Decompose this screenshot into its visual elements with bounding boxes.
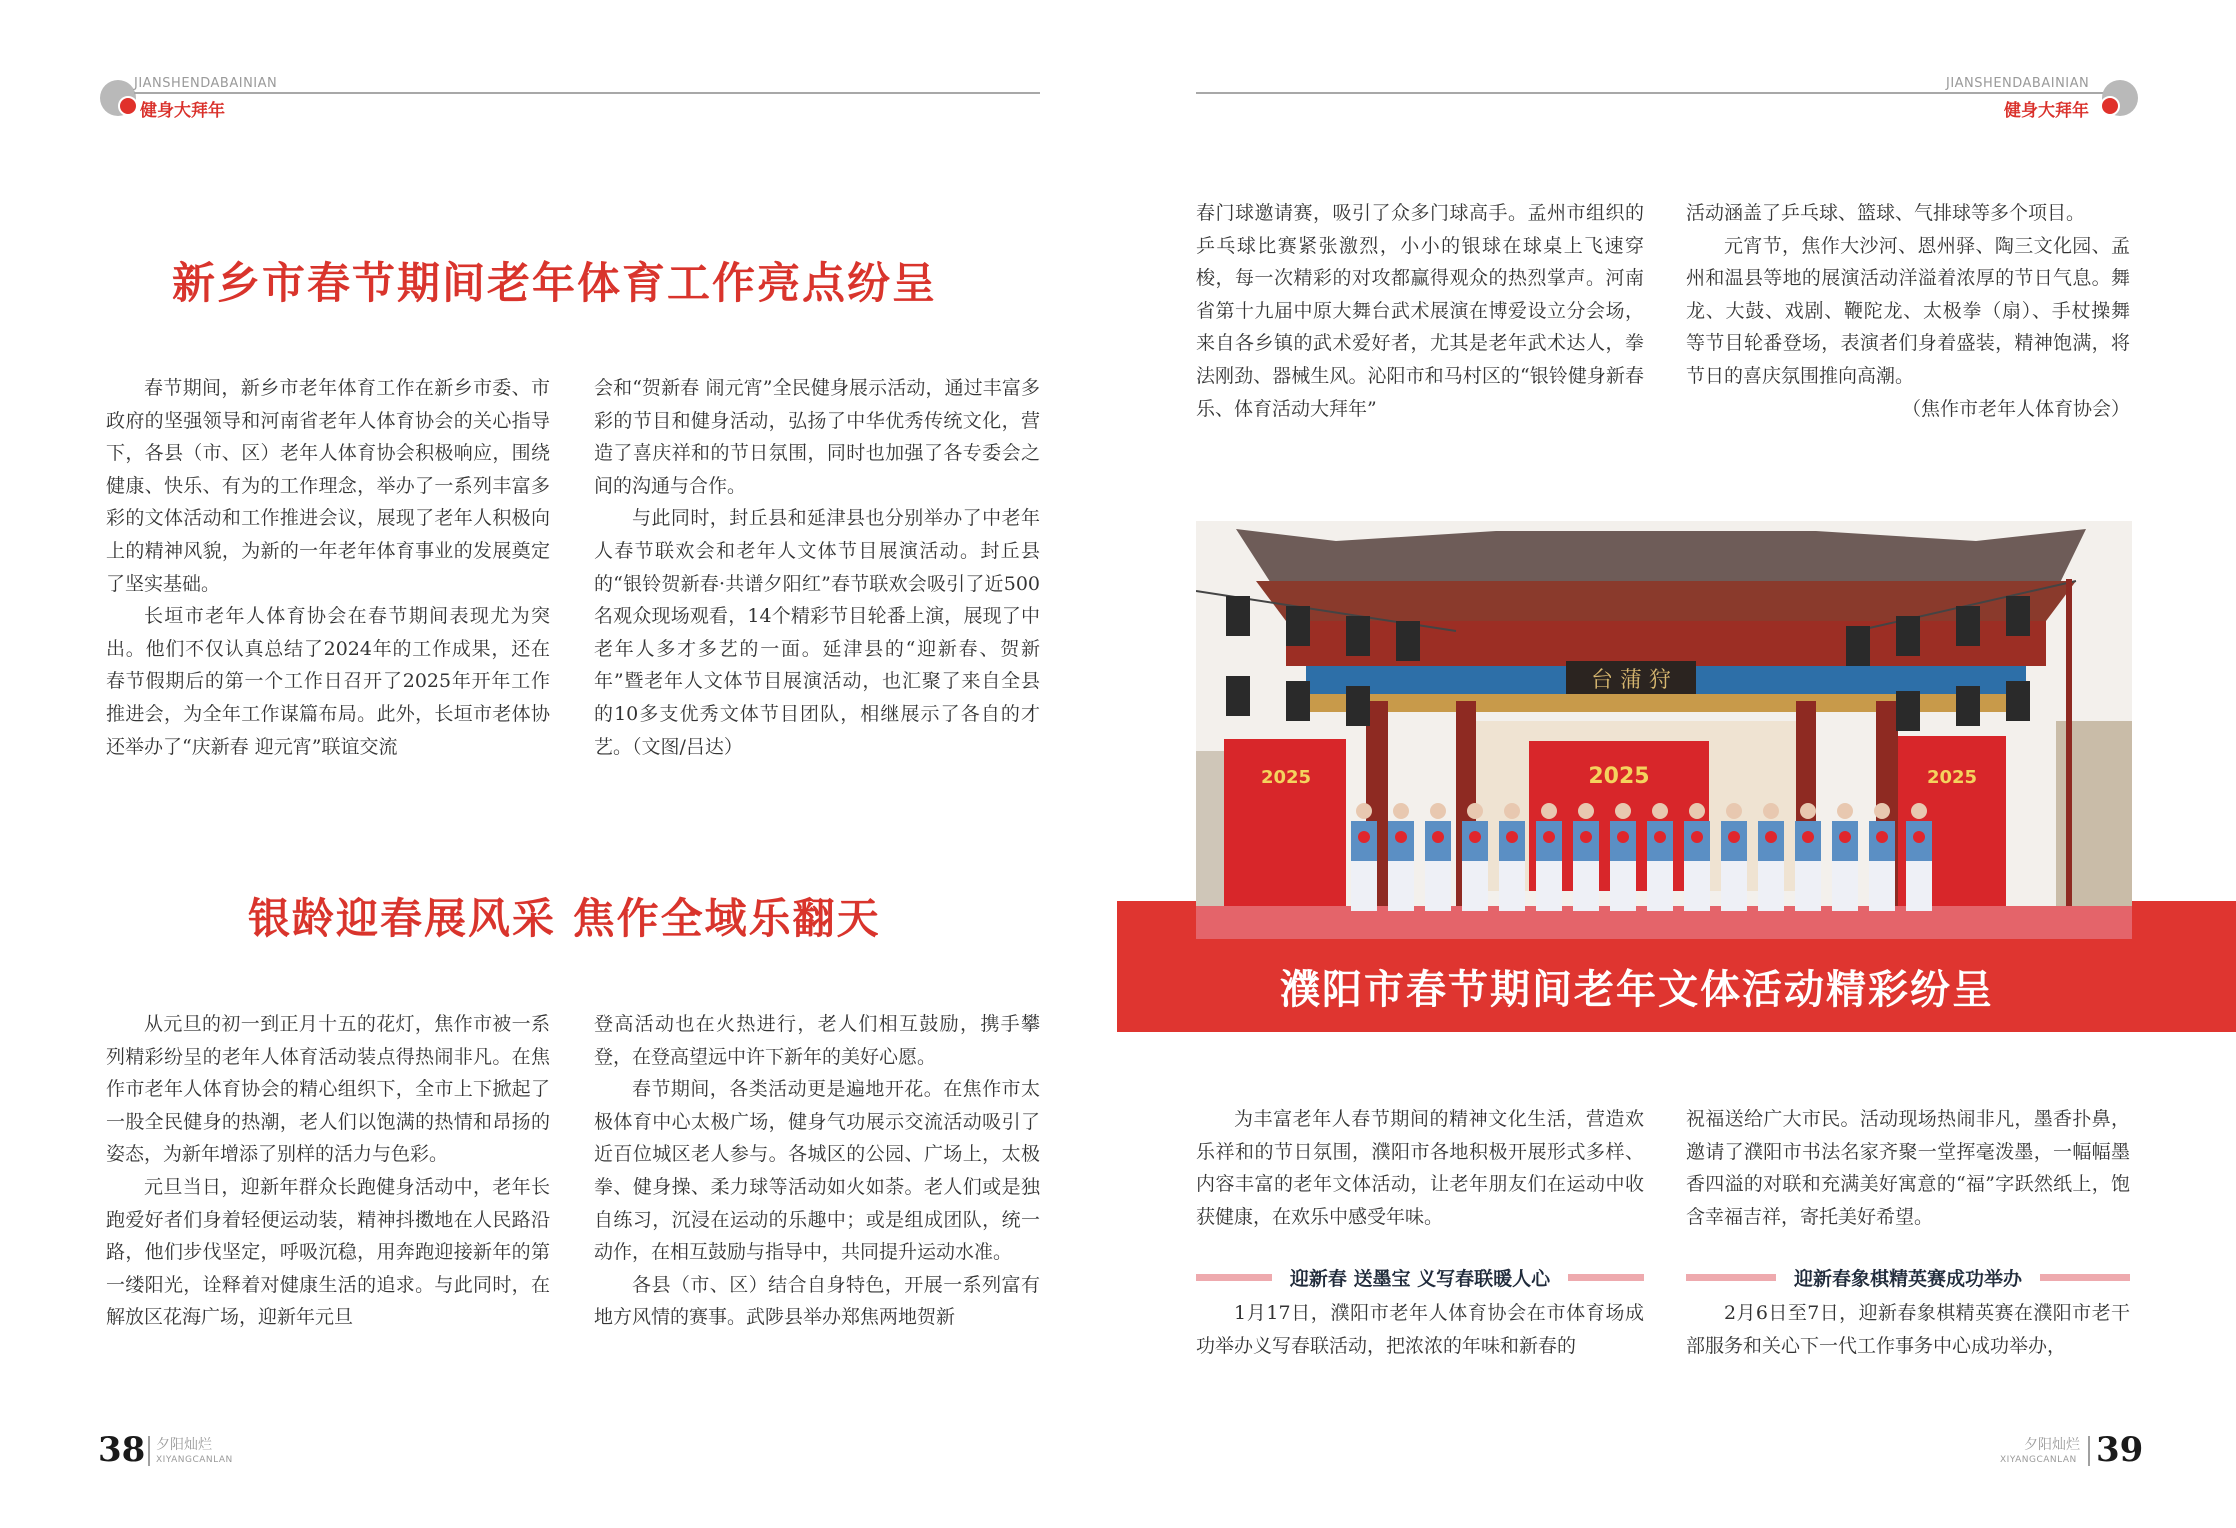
article2-column-4 [1686,197,2130,425]
paragraph: 2月6日至7日，迎新春象棋精英赛在濮阳市老干部服务和关心下一代工作事务中心成功举办， [1686,1302,2130,1357]
paragraph: 元宵节，焦作大沙河、恩州驿、陶三文化园、孟州和温县等地的展演活动洋溢着浓厚的节日气息。舞龙、大鼓、戏剧、鞭陀龙、太极拳（扇）、手杖操舞等节目轮番登场，表演者们身着盛装，精神饱满，将节日的喜庆氛围推向高潮。 [1686,234,2130,387]
subheading-text: 迎新春 送墨宝 义写春联暖人心 [1289,1267,1551,1290]
magazine-name-right: 夕阳灿烂 [2024,1437,2080,1453]
paragraph: 祝福送给广大市民。活动现场热闹非凡，墨香扑鼻，邀请了濮阳市书法名家齐聚一堂挥毫泼墨，一幅幅墨香四溢的对联和充满美好寓意的“福”字跃然纸上，饱含幸福吉祥，寄托美好希望。 [1686,1108,2130,1228]
subhead-bar-left [1686,1274,1776,1281]
article2-title: 银龄迎春展风采 焦作全域乐翻天 [248,894,881,943]
section-label-left: 健身大拜年 [140,101,225,121]
paragraph: 登高活动也在火热进行，老人们相互鼓励，携手攀登，在登高望远中许下新年的美好心愿。 [594,1013,1040,1068]
left-banner-year: 2025 [1260,767,1312,788]
article3-sub2-body [1686,1297,2130,1362]
subhead-bar-left [1196,1274,1272,1281]
paragraph: 春节期间，各类活动更是遍地开花。在焦作市太极体育中心太极广场，健身气功展示交流活动吸引了近百位城区老人参与。各城区的公园、广场上，太极拳、健身操、柔力球等活动如火如荼。老人们或是独自练习，沉浸在运动的乐趣中；或是组成团队，统一动作，在相互鼓励与指导中，共同提升运动水准。 [594,1078,1040,1264]
article3-sub1-body [1196,1297,1644,1362]
subheading-text: 迎新春象棋精英赛成功举办 [1794,1267,2023,1290]
magazine-name-en-right: XIYANGCANLAN [2000,1455,2077,1465]
paragraph: 为丰富老年人春节期间的精神文化生活，营造欢乐祥和的节日氛围，濮阳市各地积极开展形式多样、内容丰富的老年文体活动，让老年朋友们在运动中收获健康，在欢乐中感受年味。 [1196,1108,1644,1228]
paragraph: 各县（市、区）结合自身特色，开展一系列富有地方风情的赛事。武陟县举办郑焦两地贺新 [594,1273,1040,1329]
footer-divider-right [2088,1436,2090,1466]
stage-performance-photo [1196,521,2132,939]
article1-column-2 [594,372,1040,763]
header-rule-right [1196,92,2116,94]
article2-column-1 [106,1008,550,1334]
article3-column-1 [1196,1103,1644,1233]
subhead-bar-right [2040,1274,2130,1281]
article2-column-2 [594,1008,1040,1334]
section-label-right: 健身大拜年 [2004,101,2089,121]
article3-title: 濮阳市春节期间老年文体活动精彩纷呈 [1280,967,1994,1013]
footer-divider-left [148,1436,150,1466]
article1-column-1 [106,372,550,763]
photo-illustration [1196,521,2132,939]
paragraph: 长垣市老年人体育协会在春节期间表现尤为突出。他们不仅认真总结了2024年的工作成果，还在春节假期后的第一个工作日召开了2025年开年工作推进会，为全年工作谋篇布局。此外，长垣市老体协还举办了“庆新春 迎元宵”联谊交流 [106,605,550,758]
backdrop-year: 2025 [1588,764,1650,789]
paragraph: 1月17日，濮阳市老年人体育协会在市体育场成功举办义写春联活动，把浓浓的年味和新春的 [1196,1302,1644,1357]
right-banner-year: 2025 [1926,767,1978,788]
page-number-right: 39 [2096,1430,2144,1470]
paragraph: 春门球邀请赛，吸引了众多门球高手。孟州市组织的乒乓球比赛紧张激烈，小小的银球在球桌上飞速穿梭，每一次精彩的对攻都赢得观众的热烈掌声。河南省第十九届中原大舞台武术展演在博爱设立分会场，来自各乡镇的武术爱好者，尤其是老年武术达人，拳法刚劲、器械生风。沁阳市和马村区的“银铃健身新春乐、体育活动大拜年” [1196,202,1644,420]
paragraph: 活动涵盖了乒乓球、篮球、气排球等多个项目。 [1686,202,2086,224]
article1-title: 新乡市春节期间老年体育工作亮点纷呈 [172,259,937,309]
article3-subheading-1 [1196,1262,1644,1292]
page-number-left: 38 [98,1430,146,1470]
header-red-dot-left [118,96,138,116]
article3-column-2 [1686,1103,2130,1233]
paragraph: 从元旦的初一到正月十五的花灯，焦作市被一系列精彩纷呈的老年人体育活动装点得热闹非凡。在焦作市老年人体育协会的精心组织下，全市上下掀起了一股全民健身的热潮，老人们以饱满的热情和昂扬的姿态，为新年增添了别样的活力与色彩。 [106,1013,550,1166]
paragraph: 与此同时，封丘县和延津县也分别举办了中老年人春节联欢会和老年人文体节目展演活动。封丘县的“银铃贺新春·共谱夕阳红”春节联欢会吸引了近500名观众现场观看，14个精彩节目轮番上演，展现了中老年人多才多艺的一面。延津县的“迎新春、贺新年”暨老年人文体节目展演活动，也汇聚了来自全县的10多支优秀文体节目团队，相继展示了各自的才艺。（文图/吕达） [594,507,1040,758]
header-en-right: JIANSHENDABAINIAN [1946,76,2090,91]
header-en-left: JIANSHENDABAINIAN [134,76,278,91]
header-rule-left [134,92,1040,94]
paragraph: 元旦当日，迎新年群众长跑健身活动中，老年长跑爱好者们身着轻便运动装，精神抖擞地在人民路沿路，他们步伐坚定，呼吸沉稳，用奔跑迎接新年的第一缕阳光，诠释着对健康生活的追求。与此同时，在解放区花海广场，迎新年元旦 [106,1175,550,1329]
byline: （焦作市老年人体育协会） [1901,397,2130,420]
paragraph: 会和“贺新春 闹元宵”全民健身展示活动，通过丰富多彩的节目和健身活动，弘扬了中华优秀传统文化，营造了喜庆祥和的节日氛围，同时也加强了各专委会之间的沟通与合作。 [594,377,1040,497]
article2-column-3 [1196,197,1644,425]
subhead-bar-right [1568,1274,1644,1281]
article3-subheading-2 [1686,1262,2130,1292]
magazine-name-left: 夕阳灿烂 [156,1437,212,1453]
magazine-name-en-left: XIYANGCANLAN [156,1455,233,1465]
paragraph: 春节期间，新乡市老年体育工作在新乡市委、市政府的坚强领导和河南省老年人体育协会的关心指导下，各县（市、区）老年人体育协会积极响应，围绕健康、快乐、有为的工作理念，举办了一系列丰富多彩的文体活动和工作推进会议，展现了老年人积极向上的精神风貌，为新的一年老年体育事业的发展奠定了坚实基础。 [106,377,550,595]
header-red-dot-right [2100,96,2120,116]
stage-plaque-text: 台 蒲 狩 [1591,668,1671,693]
